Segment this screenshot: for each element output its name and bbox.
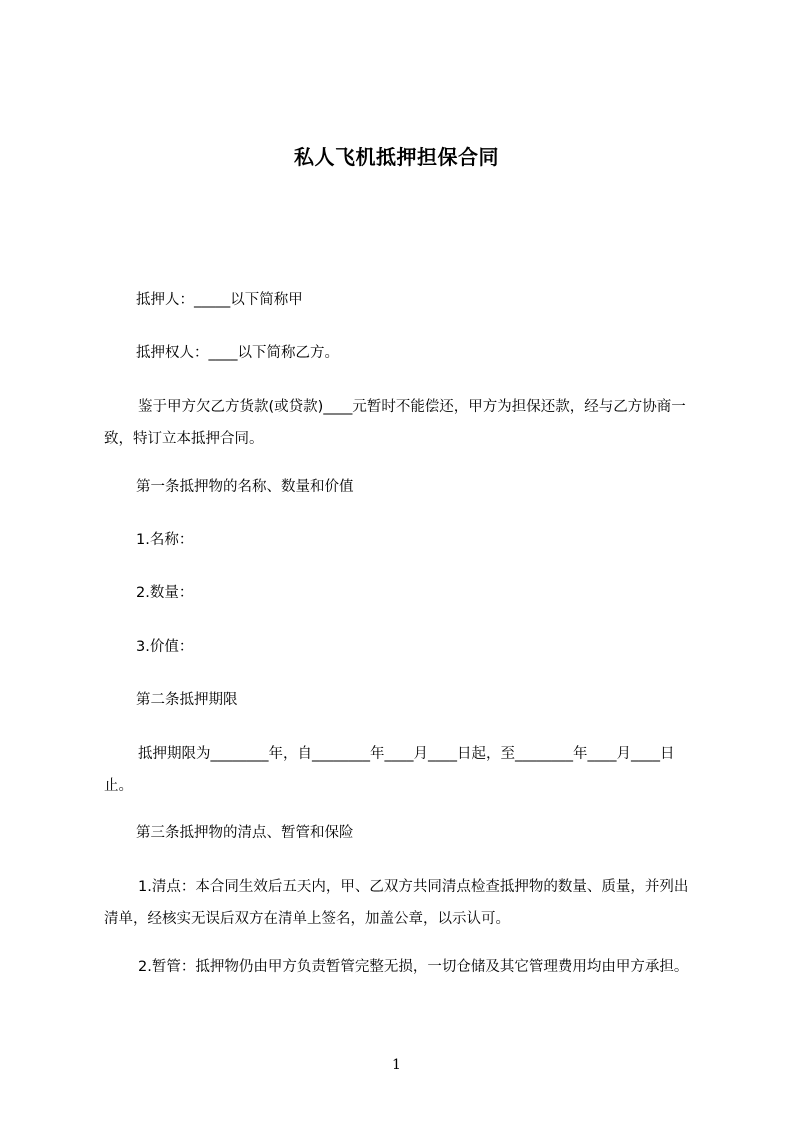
article-3-item-custody: 2.暂管：抵押物仍由甲方负责暂管完整无损，一切仓储及其它管理费用均由甲方承担。 — [138, 959, 689, 975]
clause-mortgagee: 抵押权人：____以下简称乙方。 — [136, 345, 339, 361]
article-1-heading: 第一条抵押物的名称、数量和价值 — [136, 479, 354, 495]
article-3-item-inventory: 1.清点：本合同生效后五天内，甲、乙双方共同清点检查抵押物的数量、质量，并列出清单，经核实无误后双方在清单上签名，加盖公章，以示认可。 — [104, 879, 689, 927]
article-1-item-quantity: 2.数量： — [136, 585, 194, 601]
clause-mortgagor: 抵押人：_____以下简称甲 — [136, 292, 303, 308]
page-number: 1 — [392, 1057, 401, 1073]
document-title: 私人飞机抵押担保合同 — [294, 145, 499, 169]
article-1-item-value: 3.价值： — [136, 639, 194, 655]
article-1-item-name: 1.名称： — [136, 532, 194, 548]
clause-preamble: 鉴于甲方欠乙方货款(或贷款)____元暂时不能偿还，甲方为担保还款，经与乙方协商一致，特订立本抵押合同。 — [104, 399, 686, 447]
article-2-heading: 第二条抵押期限 — [136, 692, 238, 708]
article-2-term: 抵押期限为________年，自________年____月____日起，至________年____月____日止。 — [104, 746, 675, 794]
article-3-heading: 第三条抵押物的清点、暂管和保险 — [136, 825, 354, 841]
